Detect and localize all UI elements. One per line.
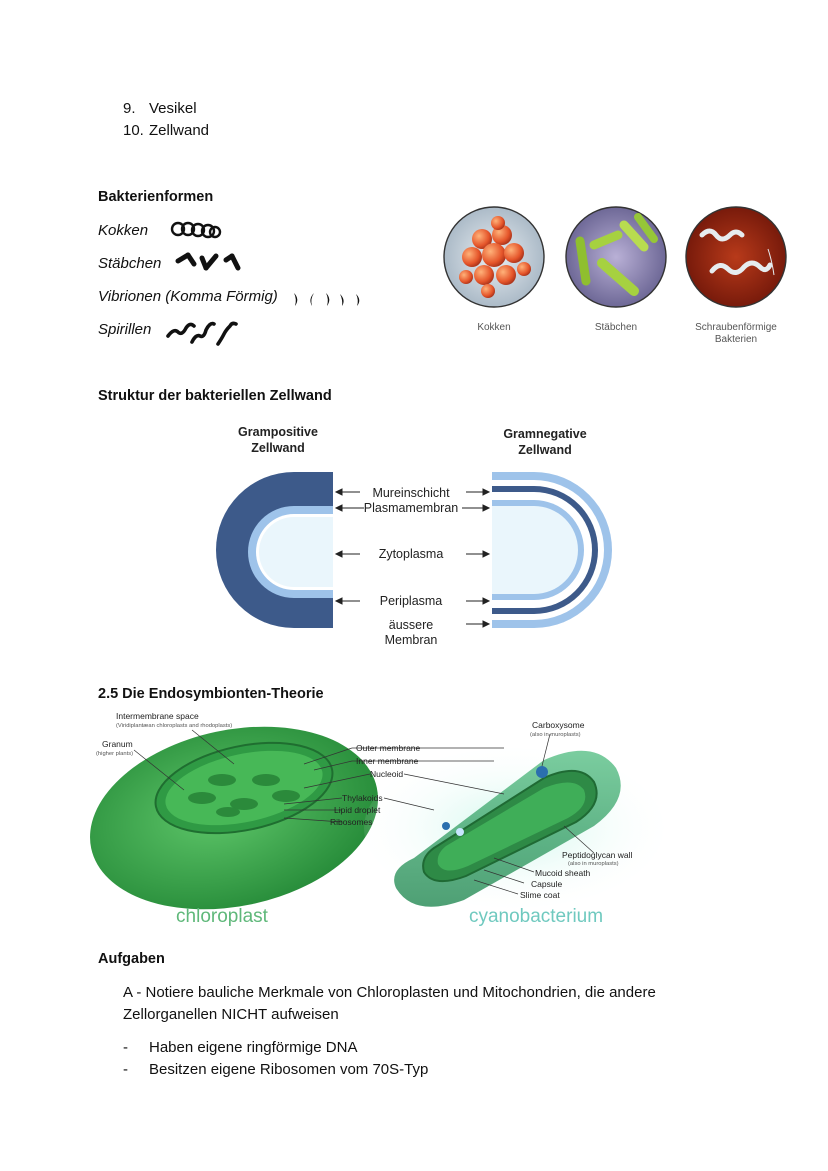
zellwand-heading: Struktur der bakteriellen Zellwand	[98, 388, 332, 404]
bullet-item	[123, 1037, 357, 1059]
kokken-photo-image	[442, 205, 546, 309]
list-number: 10.	[123, 122, 144, 139]
granum-label: Granum	[102, 739, 133, 749]
bullet-dash: -	[123, 1061, 128, 1078]
staebchen-label: Stäbchen	[98, 255, 162, 272]
mureinschicht-label: Mureinschicht	[372, 486, 450, 500]
chloroplast-caption: chloroplast	[176, 906, 268, 927]
gramnegative-zytoplasma-shape	[492, 506, 578, 594]
grampositive-title-2: Zellwand	[251, 441, 305, 455]
bullet-dash: -	[123, 1039, 128, 1056]
endosymbionten-heading: 2.5 Die Endosymbionten-Theorie	[98, 686, 324, 702]
zytoplasma-label: Zytoplasma	[378, 547, 444, 561]
intermembrane-label: Intermembrane space	[116, 711, 199, 721]
kokken-caption: Kokken	[477, 322, 511, 333]
staebchen-photo-image	[564, 205, 668, 309]
staebchen-caption: Stäbchen	[594, 322, 638, 333]
list-item-10	[123, 122, 209, 139]
cyanobacterium-caption: cyanobacterium	[468, 906, 604, 927]
grampositive-zytoplasma-shape	[259, 517, 333, 587]
thylakoids-label: Thylakoids	[342, 793, 383, 803]
schraubenfoermige-photo-image	[684, 205, 788, 309]
granum-sub-label: (higher plants)	[96, 751, 134, 757]
bullet-item	[123, 1059, 428, 1081]
nucleoid-label: Nucleoid	[370, 769, 404, 779]
gramnegative-title-2: Zellwand	[518, 443, 572, 457]
zellwand-diagram	[200, 420, 630, 660]
task-a-line-1: A - Notiere bauliche Merkmale von Chloroplasten und Mitochondrien, die andere	[123, 984, 656, 1001]
carboxysome-label: Carboxysome	[532, 720, 585, 730]
intermembrane-sub-label: (Viridiplantæan chloroplasts and rhodoplasts)	[116, 723, 233, 729]
list-item-9	[123, 100, 197, 117]
list-text: Zellwand	[149, 122, 210, 139]
bullet-text: Besitzen eigene Ribosomen vom 70S-Typ	[149, 1061, 429, 1078]
schrauben-caption-line1: Schraubenförmige	[695, 322, 777, 333]
staebchen-shape-icon	[174, 250, 248, 274]
spirillen-label: Spirillen	[98, 321, 152, 338]
spirillen-shape-icon	[164, 312, 244, 346]
list-number: 9.	[123, 100, 136, 117]
periplasma-label: Periplasma	[379, 594, 443, 608]
aeussere-label-1: äussere	[388, 618, 434, 632]
bullet-text: Haben eigene ringförmige DNA	[149, 1039, 358, 1056]
outer-membrane-label: Outer membrane	[356, 743, 421, 753]
kokken-shape-icon	[168, 219, 228, 239]
kokken-label: Kokken	[98, 222, 149, 239]
gramnegative-title-1: Gramnegative	[503, 427, 587, 441]
lipid-droplet-label: Lipid droplet	[334, 805, 381, 815]
list-text: Vesikel	[149, 100, 197, 117]
task-a-line-2: Zellorganellen NICHT aufweisen	[123, 1006, 339, 1023]
endosymbionten-diagram	[84, 708, 724, 936]
peptidoglycan-label: Peptidoglycan wall	[562, 850, 633, 860]
bakterienformen-heading: Bakterienformen	[98, 189, 214, 205]
vibrionen-shape-icon	[290, 290, 370, 308]
vibrionen-label: Vibrionen (Komma Förmig)	[98, 288, 278, 305]
mucoid-sheath-label: Mucoid sheath	[535, 868, 591, 878]
schrauben-caption-line2: Bakterien	[714, 334, 758, 345]
plasmamembran-label: Plasmamembran	[363, 501, 459, 515]
cyanobacterium-illustration	[364, 748, 664, 908]
carboxysome-sub-label: (also in muroplasts)	[530, 732, 581, 738]
grampositive-title-1: Grampositive	[238, 425, 318, 439]
ribosomes-label: Ribosomes	[330, 817, 373, 827]
peptidoglycan-sub-label: (also in muroplasts)	[568, 861, 619, 867]
aufgaben-heading: Aufgaben	[98, 951, 165, 967]
slime-coat-label: Slime coat	[520, 890, 560, 900]
capsule-label: Capsule	[531, 879, 563, 889]
aeussere-label-2: Membran	[384, 633, 438, 647]
inner-membrane-label: Inner membrane	[356, 756, 419, 766]
